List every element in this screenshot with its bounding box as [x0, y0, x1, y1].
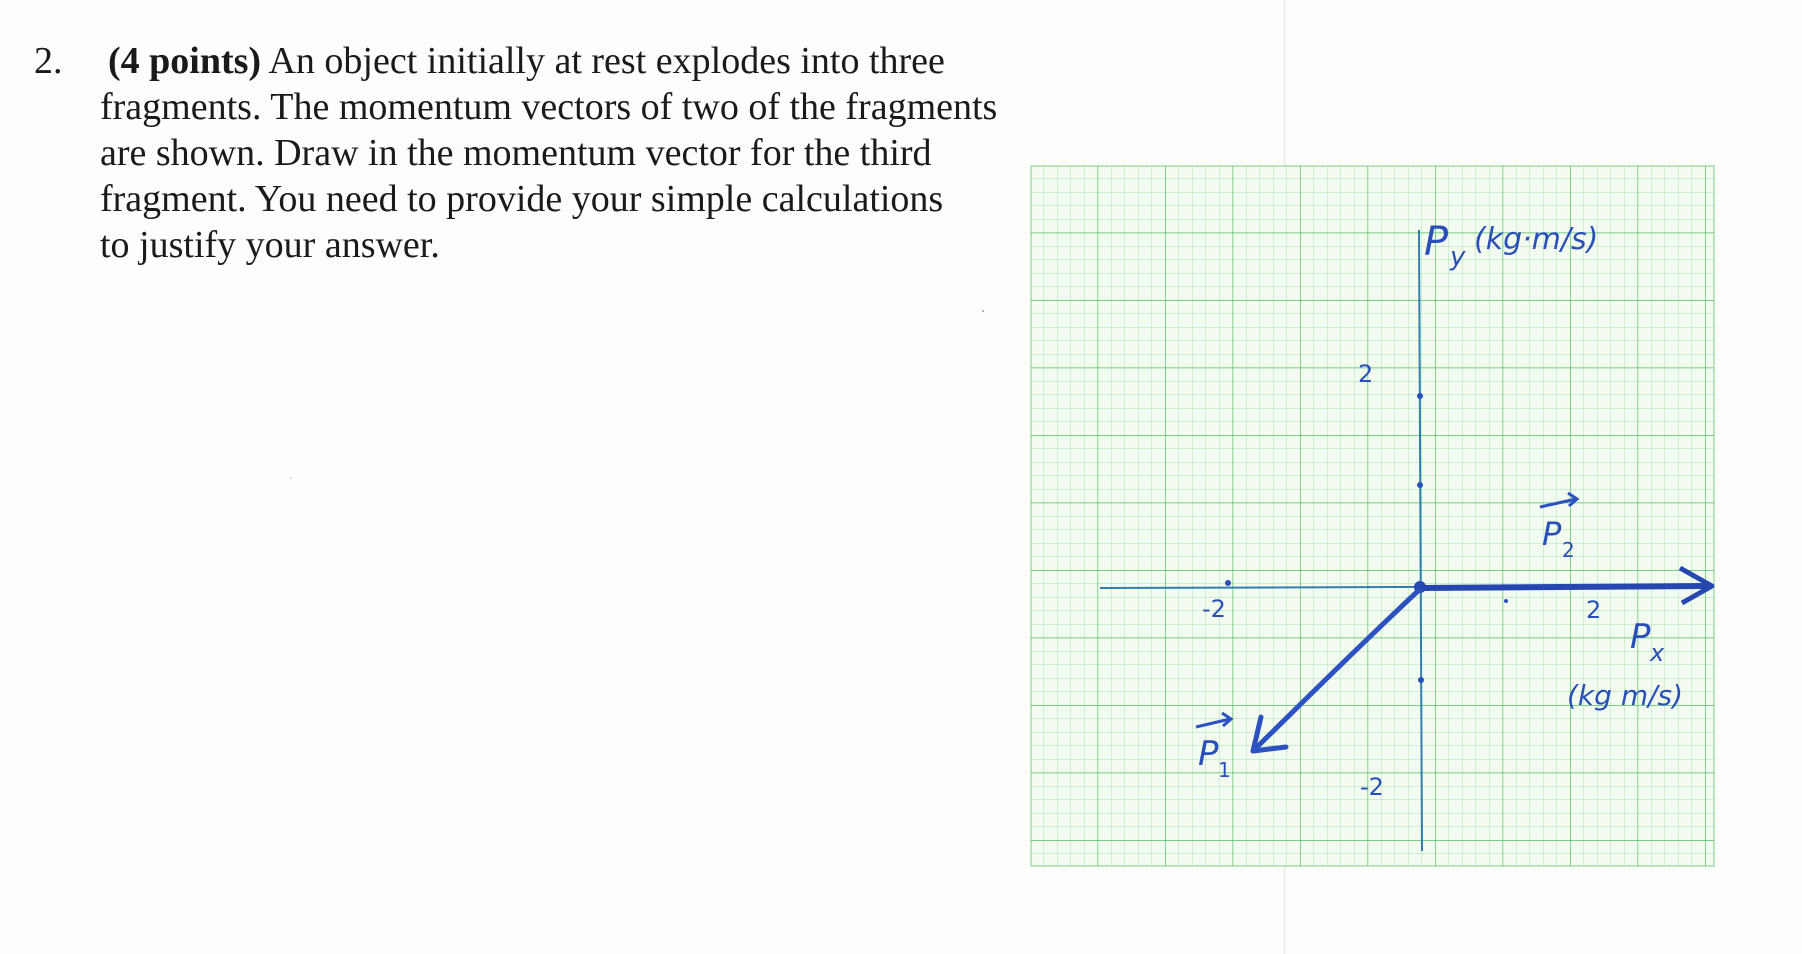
vector-p1-subscript: 1 — [1218, 758, 1231, 782]
vector-p2-label: P — [1542, 515, 1562, 553]
graph-paper-sheet — [1031, 166, 1714, 866]
question-line-4: fragment. You need to provide your simple calculations — [100, 178, 944, 220]
paper-speck — [290, 477, 292, 479]
tick-y-neg1 — [1418, 677, 1424, 683]
vector-p2-subscript: 2 — [1562, 538, 1575, 562]
x-axis-label-letter: P — [1630, 617, 1651, 657]
tick-x-1 — [1504, 599, 1508, 603]
tick-label-y-2: 2 — [1358, 360, 1374, 388]
tick-label-x-2: 2 — [1586, 596, 1602, 624]
momentum-graph-paper — [1030, 165, 1720, 885]
x-axis-label-subscript: x — [1650, 639, 1665, 667]
question-line-1-text: An object initially at rest explodes into three — [261, 40, 945, 82]
y-axis-unit: (kg·m/s) — [1474, 222, 1599, 257]
x-axis-ink-line — [1419, 586, 1705, 588]
vector-p1-label: P — [1198, 734, 1219, 774]
question-line-2: fragments. The momentum vectors of two of the fragments — [100, 86, 998, 128]
tick-y-1 — [1417, 482, 1423, 488]
tick-label-x-neg2: -2 — [1202, 595, 1226, 623]
y-axis-label-letter: P — [1424, 219, 1449, 265]
question-number: 2. — [34, 40, 63, 82]
tick-y-2 — [1417, 393, 1423, 399]
question-line-3: are shown. Draw in the momentum vector for the third — [100, 132, 932, 174]
y-axis-label-subscript: y — [1450, 242, 1466, 272]
x-axis-unit: (kg m/s) — [1567, 679, 1684, 712]
question-line-1 — [108, 38, 1060, 84]
question-line-5: to justify your answer. — [100, 224, 440, 266]
paper-speck — [982, 310, 984, 312]
tick-label-y-neg2: -2 — [1360, 773, 1384, 801]
tick-x-neg2 — [1225, 580, 1231, 586]
question-points: (4 points) — [108, 40, 262, 82]
question-text — [100, 38, 1060, 268]
